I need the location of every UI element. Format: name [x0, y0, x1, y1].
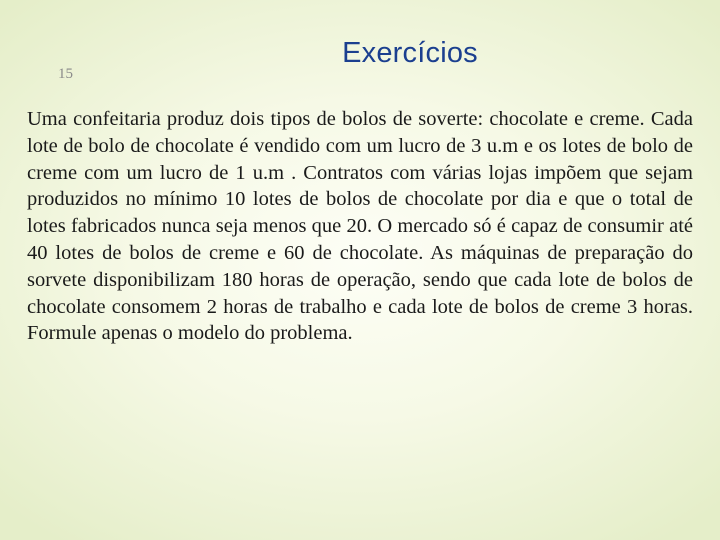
slide-title: Exercícios [342, 37, 478, 69]
slide-number: 15 [58, 66, 73, 82]
exercise-text: Uma confeitaria produz dois tipos de bolos de soverte: chocolate e creme. Cada lote de bolo de chocolate é vendido com um lucro de 3 u.m e os lotes de bolo de creme com um lucro de 1 u.m . Contratos com várias lojas impõem que sejam produzidos no mínimo 10 lotes de bolos de chocolate por dia e que o total de lotes fabricados nunca seja menos que 20. O mercado só é capaz de consumir até 40 lotes de bolos de creme e 60 de chocolate. As máquinas de preparação do sorvete disponibilizam 180 horas de operação, sendo que cada lote de bolos de chocolate consomem 2 horas de trabalho e cada lote de bolos de creme 3 horas. Formule apenas o modelo do problema. [27, 108, 693, 345]
